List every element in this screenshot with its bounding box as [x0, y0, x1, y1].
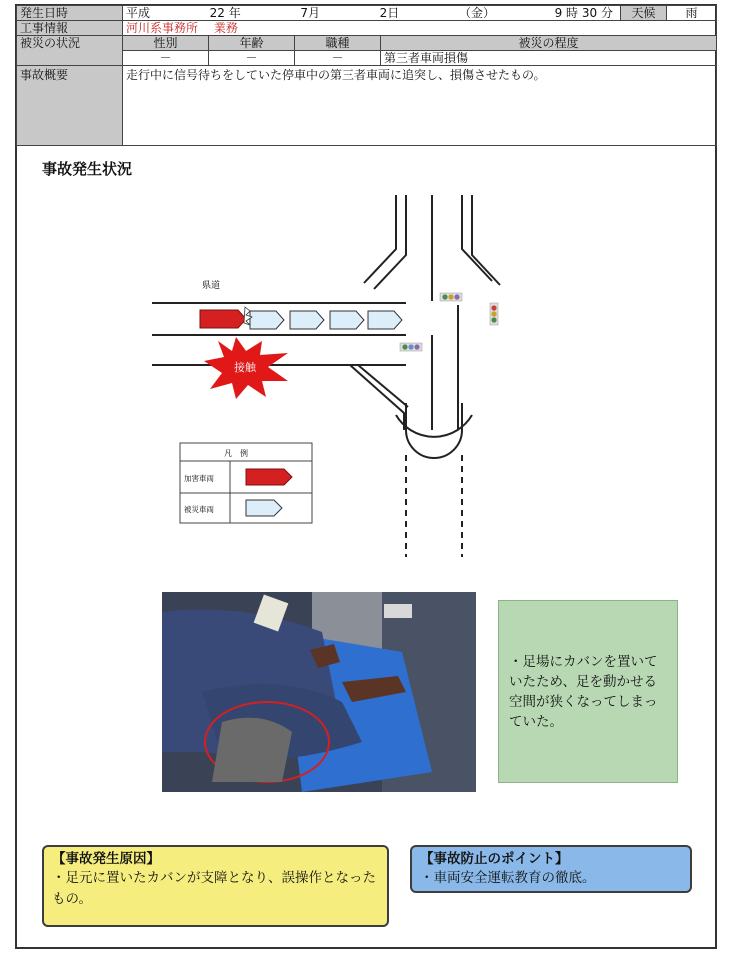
occurrence-label: 発生日時 [17, 6, 123, 21]
summary-value: 走行中に信号待ちをしていた停車中の第三者車両に追突し、損傷させたもの。 [123, 66, 717, 146]
header-table [16, 5, 717, 146]
dashed-road [406, 455, 462, 557]
legend-offender-swatch [246, 469, 292, 485]
damage-label: 被災の状況 [17, 36, 123, 66]
degree-label: 被災の程度 [381, 36, 717, 51]
accident-diagram [140, 185, 520, 565]
office-name: 河川系事務所 [126, 21, 199, 35]
damage-header-row [17, 36, 717, 51]
note-box [498, 600, 678, 783]
construction-row [17, 21, 717, 36]
road-label: 県道 [202, 281, 221, 291]
age-label: 年齢 [209, 36, 295, 51]
era: 平成 [126, 6, 151, 20]
cause-text: ・足元に置いたカバンが支障となり、誤操作となったもの。 [52, 870, 376, 907]
prevention-box [410, 845, 692, 893]
footwell-photo-drawing [162, 592, 476, 792]
year: 22 年 [209, 6, 241, 20]
legend-title: 凡 例 [224, 449, 248, 458]
job-label: 職種 [295, 36, 381, 51]
month: 7月 [300, 6, 321, 20]
summary-row [17, 66, 717, 146]
prevention-title: 【事故防止のポイント】 [420, 851, 569, 867]
work-type: 業務 [213, 21, 238, 35]
note-text: ・足場にカバンを置いていたため、足を動かせる空間が狭くなってしまっていた。 [509, 653, 658, 730]
queued-vehicle [368, 311, 402, 329]
legend-victim-label: 被災車両 [184, 505, 214, 514]
summary-label: 事故概要 [17, 66, 123, 146]
time: 9 時 30 分 [554, 6, 613, 20]
gender-value: － [123, 51, 209, 66]
occurrence-datetime [123, 6, 621, 21]
cause-box [42, 845, 389, 927]
weather-value: 雨 [685, 6, 698, 20]
prevention-text: ・車両安全運転教育の徹底。 [420, 870, 596, 886]
legend [180, 443, 312, 523]
day: 2日 [379, 6, 400, 20]
age-value: － [209, 51, 295, 66]
gender-label: 性別 [123, 36, 209, 51]
construction-value [123, 21, 717, 36]
queued-vehicle [290, 311, 324, 329]
offender-vehicle [200, 310, 246, 328]
cause-title: 【事故発生原因】 [52, 851, 160, 867]
traffic-signal-icon [400, 293, 498, 351]
occurrence-row [17, 6, 717, 21]
victim-vehicles [250, 311, 402, 329]
construction-label: 工事情報 [17, 21, 123, 36]
section-title: 事故発生状況 [42, 160, 133, 178]
weekday: （金） [458, 6, 495, 20]
weather-cell [621, 6, 717, 21]
degree-value: 第三者車両損傷 [381, 51, 717, 66]
legend-victim-swatch [246, 500, 282, 516]
footwell-photo [162, 592, 476, 792]
job-value: － [295, 51, 381, 66]
weather-label: 天候 [621, 6, 667, 20]
contact-label: 接触 [234, 361, 256, 374]
queued-vehicle [330, 311, 364, 329]
legend-offender-label: 加害車両 [184, 474, 214, 483]
